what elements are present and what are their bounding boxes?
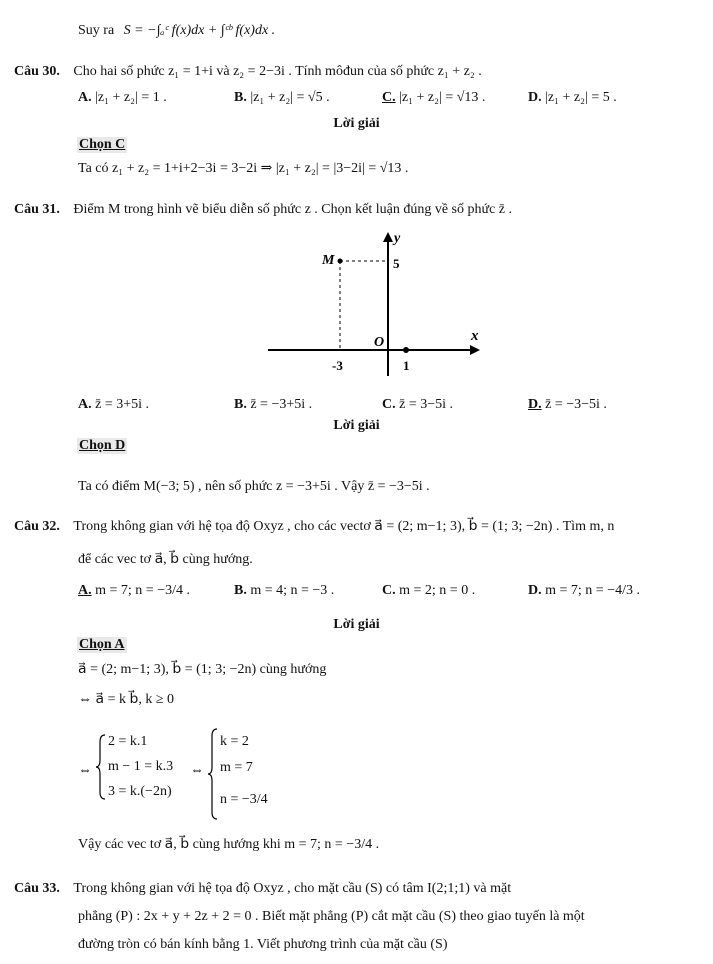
option-text: m = 7; n = −3/4 . bbox=[95, 583, 190, 598]
q32-number: Câu 32. bbox=[14, 519, 60, 534]
q30-number: Câu 30. bbox=[14, 64, 60, 79]
q32-option-d bbox=[528, 583, 640, 599]
intro-text: Suy ra bbox=[78, 23, 115, 38]
q31-option-c bbox=[382, 397, 453, 413]
q30-stem bbox=[14, 63, 482, 81]
q32-conclusion: Vậy các vec tơ a⃗, b⃗ cùng hướng khi m = 7; n = −3/4 . bbox=[78, 837, 380, 852]
option-label: D. bbox=[528, 583, 542, 598]
intro-formula: S = −∫ₐᶜ f(x)dx + ∫ᶜᵇ f(x)dx . bbox=[123, 23, 276, 38]
option-text: |z₁ + z₂| = √5 . bbox=[250, 90, 330, 105]
system-left-row: 3 = k.(−2n) bbox=[108, 784, 172, 799]
q32-stem bbox=[14, 518, 614, 536]
right-brace bbox=[208, 728, 218, 820]
system-left-row: 2 = k.1 bbox=[108, 734, 148, 749]
option-text: z̄ = −3+5i . bbox=[250, 397, 313, 412]
q30-solution: Ta có z₁ + z₂ = 1+i+2−3i = 3−2i ⇒ |z₁ + z₂| = |3−2i| = √13 . bbox=[78, 161, 409, 176]
option-label: C. bbox=[382, 583, 396, 598]
q32-system bbox=[78, 728, 298, 824]
equiv-symbol-1: ⇔ bbox=[78, 763, 92, 778]
option-text: |z₁ + z₂| = 1 . bbox=[95, 90, 167, 105]
option-label: A. bbox=[78, 397, 92, 412]
q32-solution-1: a⃗ = (2; m−1; 3), b⃗ = (1; 3; −2n) cùng hướng bbox=[78, 662, 327, 677]
q30-text: Cho hai số phức z₁ = 1+i và z₂ = 2−3i . Tính môđun của số phức z₁ + z₂ . bbox=[73, 64, 482, 79]
q33-number: Câu 33. bbox=[14, 881, 60, 896]
option-label: A. bbox=[78, 583, 92, 598]
x-axis-arrow bbox=[470, 345, 480, 355]
option-label: D. bbox=[528, 397, 542, 412]
y-axis-arrow bbox=[383, 232, 393, 242]
option-text: m = 4; n = −3 . bbox=[250, 583, 335, 598]
q32-option-c bbox=[382, 583, 475, 599]
q32-option-b bbox=[234, 583, 334, 599]
q30-option-a bbox=[78, 90, 167, 106]
tick-point-1 bbox=[403, 347, 409, 353]
option-label: B. bbox=[234, 90, 247, 105]
q31-loigiai: Lời giải bbox=[333, 418, 380, 433]
q30-option-c bbox=[382, 90, 485, 106]
system-right-row: n = −3/4 bbox=[220, 792, 268, 807]
origin-label: O bbox=[374, 335, 385, 350]
q30-option-d bbox=[528, 90, 617, 106]
q33-line-2: phẳng (P) : 2x + y + 2z + 2 = 0 . Biết mặt phẳng (P) cắt mặt cầu (S) theo giao tuyến là một bbox=[78, 909, 585, 924]
q30-option-b bbox=[234, 90, 330, 106]
q33-line-1: Trong không gian với hệ tọa độ Oxyz , cho mặt cầu (S) có tâm I(2;1;1) và mặt bbox=[73, 881, 512, 896]
intro-line bbox=[78, 22, 275, 40]
option-text: z̄ = 3+5i . bbox=[95, 397, 150, 412]
system-left-row: m − 1 = k.3 bbox=[108, 759, 174, 774]
system-right-row: m = 7 bbox=[220, 760, 253, 775]
option-label: C. bbox=[382, 90, 396, 105]
complex-plane-graph bbox=[268, 228, 498, 378]
q31-option-d bbox=[528, 397, 607, 413]
point-m-label: M bbox=[322, 253, 335, 268]
q31-answer: Chọn D bbox=[79, 438, 126, 453]
option-text: m = 7; n = −4/3 . bbox=[545, 583, 640, 598]
q32-solution-2: ⇔ a⃗ = k b⃗, k ≥ 0 bbox=[78, 692, 175, 707]
q32-answer: Chọn A bbox=[79, 637, 125, 652]
option-text: z̄ = 3−5i . bbox=[399, 397, 454, 412]
option-text: |z₁ + z₂| = √13 . bbox=[399, 90, 486, 105]
option-text: |z₁ + z₂| = 5 . bbox=[545, 90, 617, 105]
q32-text-2: để các vec tơ a⃗, b⃗ cùng hướng. bbox=[78, 552, 253, 567]
option-label: C. bbox=[382, 397, 396, 412]
y-axis-label: y bbox=[394, 231, 401, 246]
q31-option-b bbox=[234, 397, 312, 413]
tick-xm3-label: -3 bbox=[332, 358, 343, 373]
q31-option-a bbox=[78, 397, 149, 413]
option-text: z̄ = −3−5i . bbox=[545, 397, 607, 412]
q30-loigiai: Lời giải bbox=[333, 116, 380, 131]
q30-answer: Chọn C bbox=[79, 137, 126, 152]
x-axis-label: x bbox=[471, 328, 479, 344]
q33-line-3: đường tròn có bán kính bằng 1. Viết phương trình của mặt cầu (S) bbox=[78, 937, 448, 952]
equiv-symbol-2: ⇔ bbox=[190, 763, 204, 778]
system-right-row: k = 2 bbox=[220, 734, 249, 749]
q32-option-a bbox=[78, 583, 190, 599]
option-label: B. bbox=[234, 583, 247, 598]
option-label: A. bbox=[78, 90, 92, 105]
tick-x1-label: 1 bbox=[403, 358, 410, 373]
tick-y5-label: 5 bbox=[393, 256, 400, 271]
option-label: D. bbox=[528, 90, 542, 105]
q31-number: Câu 31. bbox=[14, 202, 60, 217]
point-m bbox=[338, 259, 343, 264]
q32-loigiai: Lời giải bbox=[333, 617, 380, 632]
option-label: B. bbox=[234, 397, 247, 412]
option-text: m = 2; n = 0 . bbox=[399, 583, 476, 598]
q31-stem bbox=[14, 201, 512, 219]
q31-text: Điểm M trong hình vẽ biểu diễn số phức z . Chọn kết luận đúng về số phức z̄ . bbox=[73, 202, 513, 217]
q31-solution: Ta có điểm M(−3; 5) , nên số phức z = −3+5i . Vậy z̄ = −3−5i . bbox=[78, 479, 430, 494]
q33-stem bbox=[14, 880, 511, 898]
q32-text-1: Trong không gian với hệ tọa độ Oxyz , cho các vectơ a⃗ = (2; m−1; 3), b⃗ = (1; 3; −2n) . Tìm m, n bbox=[73, 519, 615, 534]
left-brace bbox=[96, 734, 106, 800]
